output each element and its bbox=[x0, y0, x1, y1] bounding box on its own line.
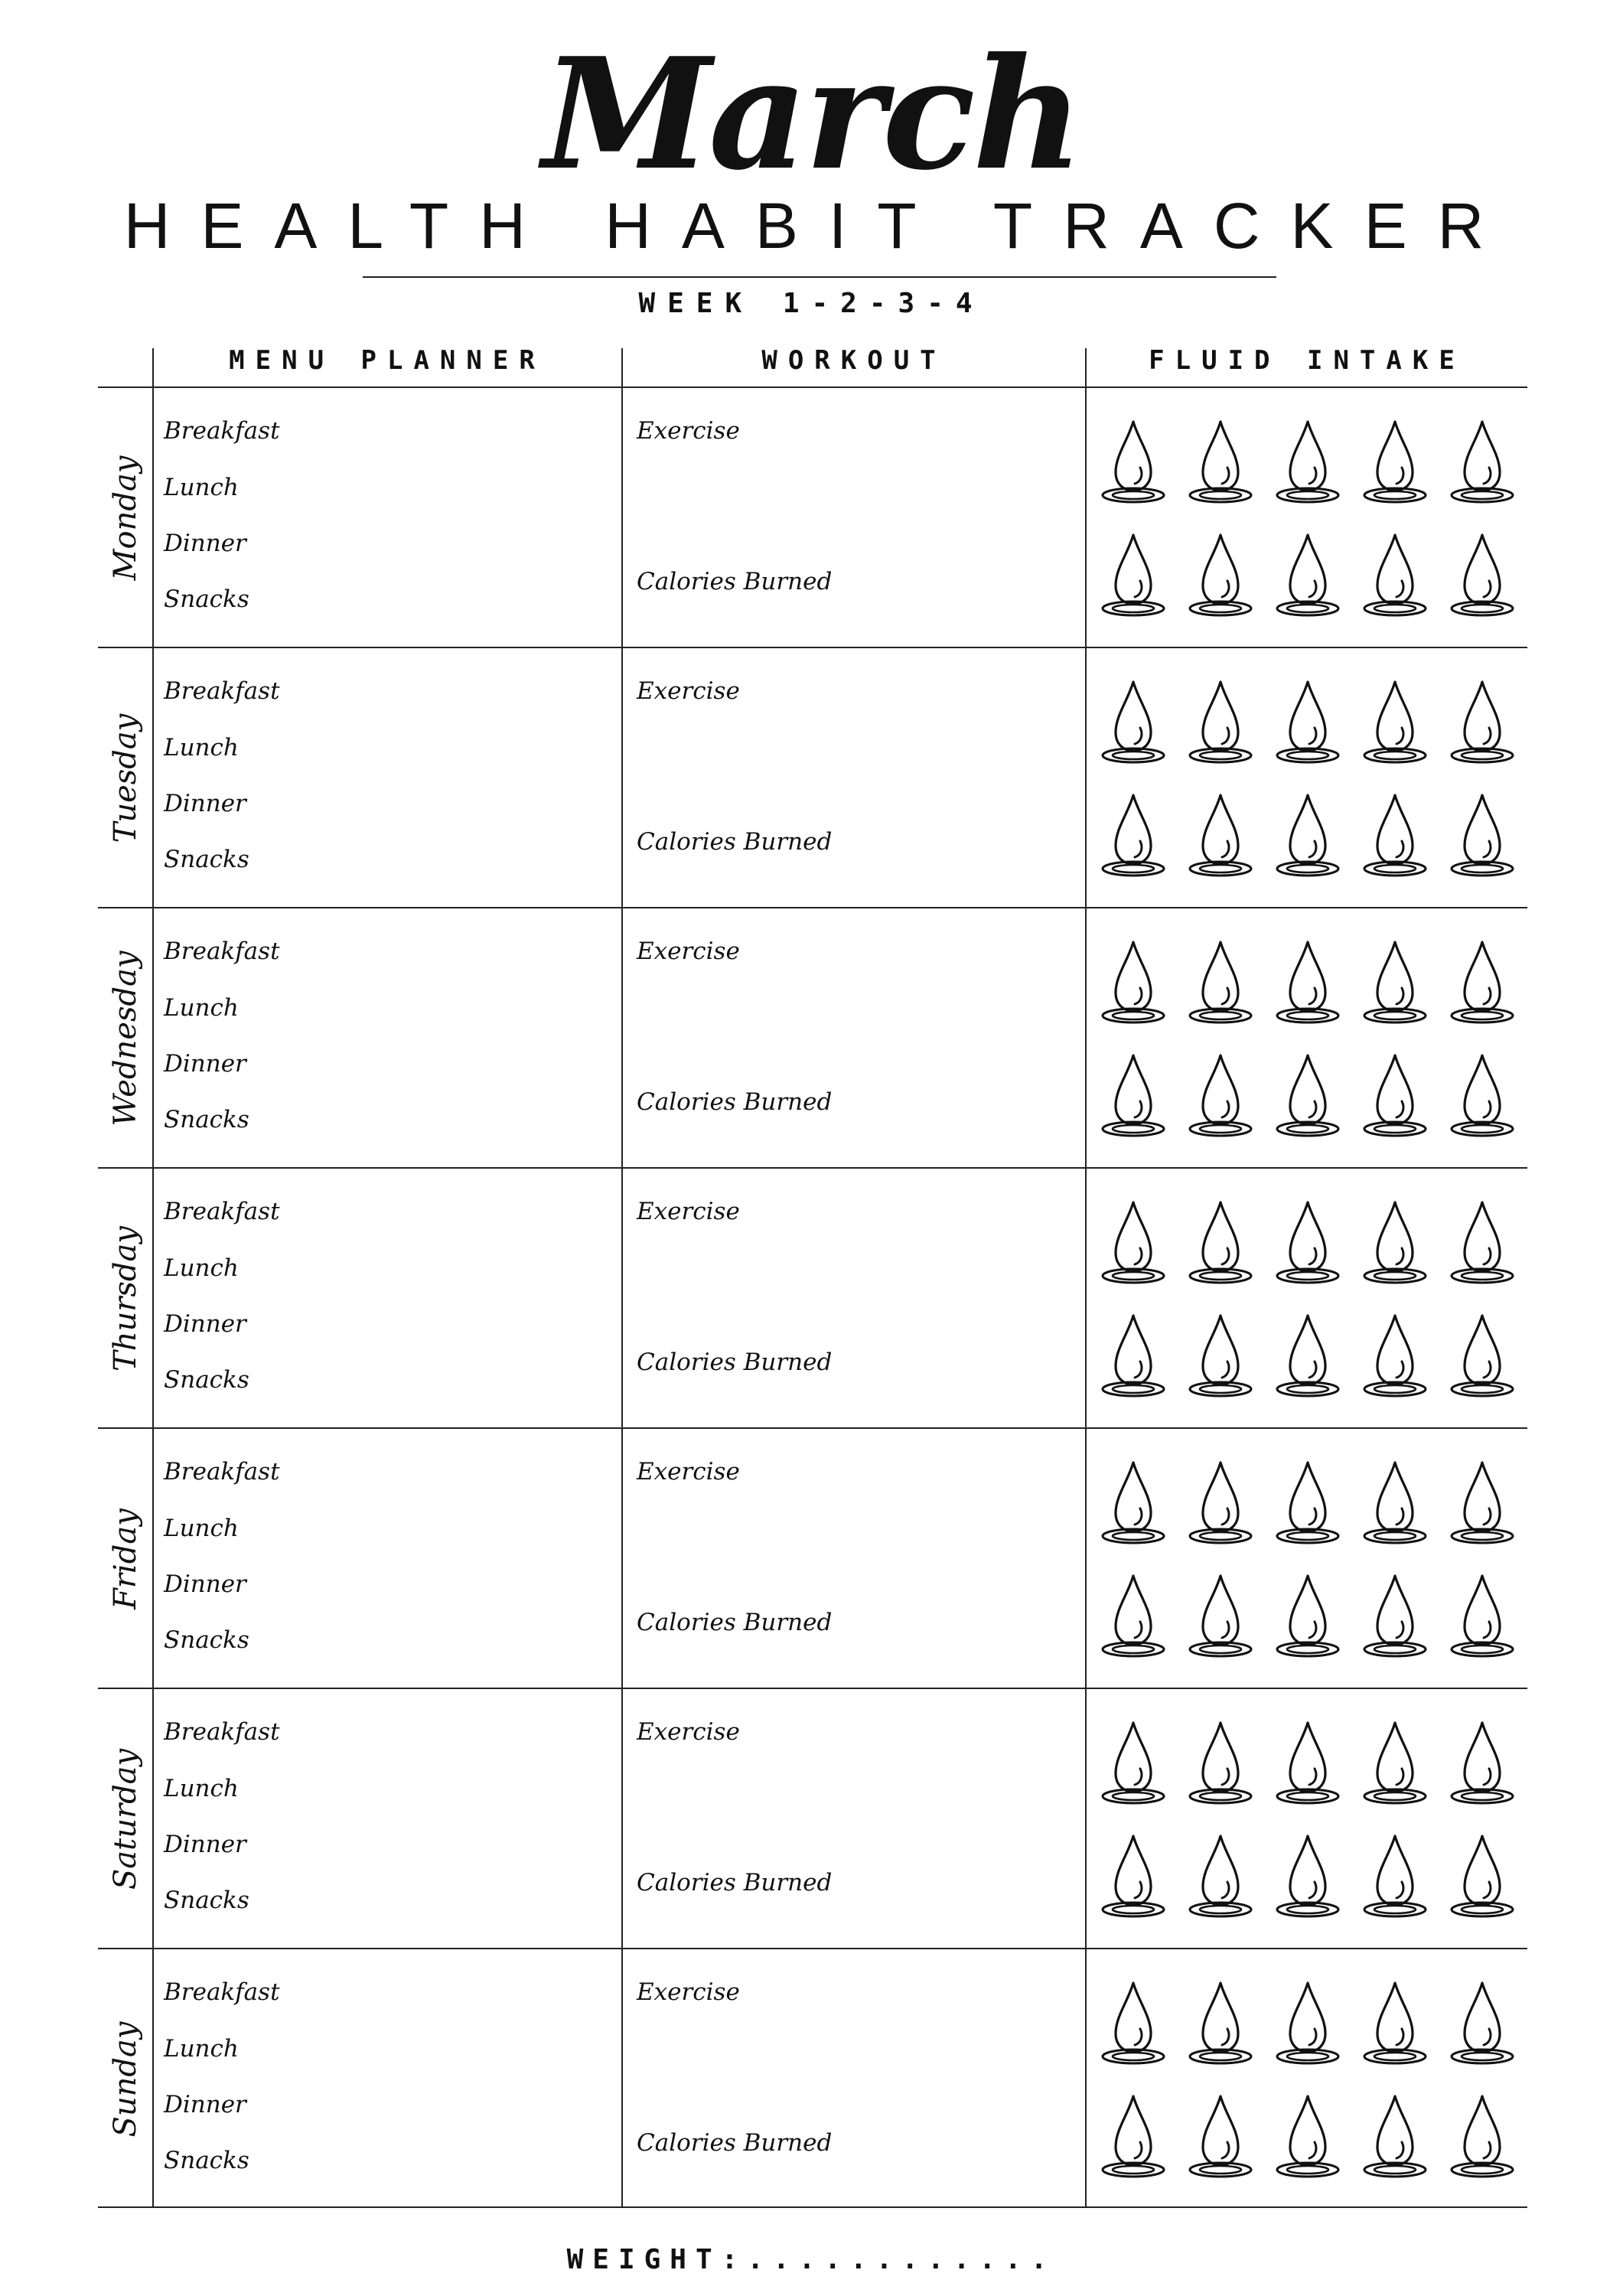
water-drop-icon[interactable] bbox=[1448, 1051, 1517, 1143]
water-drop-icon[interactable] bbox=[1361, 1718, 1429, 1810]
calories-burned-entry[interactable]: Calories Burned bbox=[637, 1088, 833, 1116]
water-drop-icon[interactable] bbox=[1273, 791, 1342, 882]
water-drop-icon[interactable] bbox=[1361, 1831, 1429, 1923]
day-label bbox=[98, 908, 153, 1169]
water-drop-icon[interactable] bbox=[1186, 2092, 1255, 2183]
water-drop-icon[interactable] bbox=[1273, 1051, 1342, 1143]
dinner-entry[interactable]: Dinner bbox=[164, 1310, 246, 1338]
water-drop-icon[interactable] bbox=[1099, 1978, 1168, 2070]
snacks-entry[interactable]: Snacks bbox=[164, 1366, 249, 1394]
water-drop-icon[interactable] bbox=[1273, 530, 1342, 622]
water-drop-icon[interactable] bbox=[1361, 1978, 1429, 2070]
fluid-intake-drops bbox=[1099, 417, 1527, 639]
day-name: Friday bbox=[108, 1508, 143, 1609]
water-drop-icon[interactable] bbox=[1448, 417, 1517, 509]
day-label bbox=[98, 1169, 153, 1429]
snacks-entry[interactable]: Snacks bbox=[164, 2147, 249, 2174]
fluid-intake-drops bbox=[1099, 1458, 1527, 1680]
water-drop-icon[interactable] bbox=[1448, 677, 1517, 769]
water-drop-icon[interactable] bbox=[1361, 938, 1429, 1029]
water-drop-icon[interactable] bbox=[1099, 530, 1168, 622]
water-drop-icon[interactable] bbox=[1361, 677, 1429, 769]
exercise-entry[interactable]: Exercise bbox=[637, 417, 740, 445]
water-drop-icon[interactable] bbox=[1186, 1571, 1255, 1663]
water-drop-icon[interactable] bbox=[1448, 530, 1517, 622]
water-drop-icon[interactable] bbox=[1099, 938, 1168, 1029]
dinner-entry[interactable]: Dinner bbox=[164, 2091, 246, 2118]
water-drop-icon[interactable] bbox=[1448, 938, 1517, 1029]
breakfast-entry[interactable]: Breakfast bbox=[164, 417, 280, 445]
fluid-intake-drops bbox=[1099, 1198, 1527, 1420]
water-drop-icon[interactable] bbox=[1273, 1198, 1342, 1290]
fluid-intake-drops bbox=[1099, 938, 1527, 1159]
calories-burned-entry[interactable]: Calories Burned bbox=[637, 1609, 833, 1636]
day-name: Monday bbox=[108, 455, 143, 581]
dinner-entry[interactable]: Dinner bbox=[164, 530, 246, 557]
calories-burned-entry[interactable]: Calories Burned bbox=[637, 1869, 833, 1896]
water-drop-icon[interactable] bbox=[1448, 791, 1517, 882]
day-name: Wednesday bbox=[108, 951, 143, 1127]
water-drop-icon[interactable] bbox=[1448, 1311, 1517, 1403]
breakfast-entry[interactable]: Breakfast bbox=[164, 938, 280, 965]
exercise-entry[interactable]: Exercise bbox=[637, 938, 740, 965]
fluid-intake-drops bbox=[1099, 677, 1527, 899]
lunch-entry[interactable]: Lunch bbox=[164, 994, 239, 1022]
water-drop-icon[interactable] bbox=[1186, 1198, 1255, 1290]
water-drop-icon[interactable] bbox=[1099, 791, 1168, 882]
day-row-sunday bbox=[98, 1949, 1527, 2210]
water-drop-icon[interactable] bbox=[1448, 2092, 1517, 2183]
calories-burned-entry[interactable]: Calories Burned bbox=[637, 828, 833, 856]
water-drop-icon[interactable] bbox=[1361, 2092, 1429, 2183]
page-title: HEALTH HABIT TRACKER bbox=[123, 190, 1515, 262]
day-label bbox=[98, 1949, 153, 2210]
lunch-entry[interactable]: Lunch bbox=[164, 1775, 239, 1802]
water-drop-icon[interactable] bbox=[1186, 417, 1255, 509]
water-drop-icon[interactable] bbox=[1099, 417, 1168, 509]
water-drop-icon[interactable] bbox=[1186, 1051, 1255, 1143]
breakfast-entry[interactable]: Breakfast bbox=[164, 1978, 280, 2006]
water-drop-icon[interactable] bbox=[1361, 791, 1429, 882]
day-row-monday bbox=[98, 388, 1527, 648]
water-drop-icon[interactable] bbox=[1099, 1458, 1168, 1550]
water-drop-icon[interactable] bbox=[1361, 1458, 1429, 1550]
day-row-tuesday bbox=[98, 648, 1527, 908]
water-drop-icon[interactable] bbox=[1099, 1718, 1168, 1810]
water-drop-icon[interactable] bbox=[1186, 1458, 1255, 1550]
water-drop-icon[interactable] bbox=[1186, 1978, 1255, 2070]
week-label: WEEK 1-2-3-4 bbox=[638, 288, 985, 319]
water-drop-icon[interactable] bbox=[1273, 1718, 1342, 1810]
day-row-thursday bbox=[98, 1169, 1527, 1429]
lunch-entry[interactable]: Lunch bbox=[164, 2035, 239, 2063]
snacks-entry[interactable]: Snacks bbox=[164, 1106, 249, 1133]
calories-burned-entry[interactable]: Calories Burned bbox=[637, 568, 833, 595]
day-row-wednesday bbox=[98, 908, 1527, 1169]
dinner-entry[interactable]: Dinner bbox=[164, 1570, 246, 1598]
water-drop-icon[interactable] bbox=[1099, 677, 1168, 769]
day-row-saturday bbox=[98, 1689, 1527, 1949]
exercise-entry[interactable]: Exercise bbox=[637, 677, 740, 705]
water-drop-icon[interactable] bbox=[1361, 417, 1429, 509]
water-drop-icon[interactable] bbox=[1273, 2092, 1342, 2183]
lunch-entry[interactable]: Lunch bbox=[164, 1254, 239, 1282]
menu-planner-header: MENU PLANNER bbox=[229, 345, 546, 376]
exercise-entry[interactable]: Exercise bbox=[637, 1458, 740, 1486]
water-drop-icon[interactable] bbox=[1273, 1978, 1342, 2070]
water-drop-icon[interactable] bbox=[1186, 1718, 1255, 1810]
breakfast-entry[interactable]: Breakfast bbox=[164, 677, 280, 705]
day-label bbox=[98, 648, 153, 908]
water-drop-icon[interactable] bbox=[1448, 1978, 1517, 2070]
breakfast-entry[interactable]: Breakfast bbox=[164, 1458, 280, 1486]
breakfast-entry[interactable]: Breakfast bbox=[164, 1198, 280, 1225]
water-drop-icon[interactable] bbox=[1448, 1458, 1517, 1550]
water-drop-icon[interactable] bbox=[1448, 1831, 1517, 1923]
snacks-entry[interactable]: Snacks bbox=[164, 1626, 249, 1654]
water-drop-icon[interactable] bbox=[1186, 530, 1255, 622]
water-drop-icon[interactable] bbox=[1273, 1571, 1342, 1663]
water-drop-icon[interactable] bbox=[1186, 938, 1255, 1029]
water-drop-icon[interactable] bbox=[1448, 1571, 1517, 1663]
calories-burned-entry[interactable]: Calories Burned bbox=[637, 2129, 833, 2157]
title-divider bbox=[363, 276, 1276, 278]
snacks-entry[interactable]: Snacks bbox=[164, 585, 249, 613]
page-title-month: March bbox=[542, 24, 1081, 204]
water-drop-icon[interactable] bbox=[1448, 1198, 1517, 1290]
water-drop-icon[interactable] bbox=[1273, 417, 1342, 509]
water-drop-icon[interactable] bbox=[1099, 1571, 1168, 1663]
water-drop-icon[interactable] bbox=[1099, 1198, 1168, 1290]
lunch-entry[interactable]: Lunch bbox=[164, 734, 239, 762]
water-drop-icon[interactable] bbox=[1361, 1571, 1429, 1663]
water-drop-icon[interactable] bbox=[1099, 1831, 1168, 1923]
dinner-entry[interactable]: Dinner bbox=[164, 1831, 246, 1858]
day-row-friday bbox=[98, 1429, 1527, 1689]
exercise-entry[interactable]: Exercise bbox=[637, 1978, 740, 2006]
water-drop-icon[interactable] bbox=[1361, 530, 1429, 622]
water-drop-icon[interactable] bbox=[1273, 938, 1342, 1029]
water-drop-icon[interactable] bbox=[1099, 2092, 1168, 2183]
day-label bbox=[98, 388, 153, 648]
dinner-entry[interactable]: Dinner bbox=[164, 790, 246, 817]
water-drop-icon[interactable] bbox=[1099, 1311, 1168, 1403]
exercise-entry[interactable]: Exercise bbox=[637, 1718, 740, 1746]
water-drop-icon[interactable] bbox=[1273, 677, 1342, 769]
lunch-entry[interactable]: Lunch bbox=[164, 474, 239, 501]
fluid-intake-drops bbox=[1099, 1718, 1527, 1940]
lunch-entry[interactable]: Lunch bbox=[164, 1515, 239, 1542]
water-drop-icon[interactable] bbox=[1273, 1311, 1342, 1403]
weight-field[interactable]: WEIGHT:............ bbox=[566, 2244, 1057, 2275]
fluid-intake-header: FLUID INTAKE bbox=[1149, 345, 1465, 376]
fluid-intake-drops bbox=[1099, 1978, 1527, 2200]
snacks-entry[interactable]: Snacks bbox=[164, 1887, 249, 1914]
workout-header: WORKOUT bbox=[761, 345, 947, 376]
day-label bbox=[98, 1689, 153, 1949]
day-name: Tuesday bbox=[108, 713, 143, 843]
day-name: Saturday bbox=[108, 1748, 143, 1890]
water-drop-icon[interactable] bbox=[1448, 1718, 1517, 1810]
water-drop-icon[interactable] bbox=[1186, 791, 1255, 882]
water-drop-icon[interactable] bbox=[1099, 1051, 1168, 1143]
day-name: Thursday bbox=[108, 1226, 143, 1371]
dinner-entry[interactable]: Dinner bbox=[164, 1050, 246, 1078]
breakfast-entry[interactable]: Breakfast bbox=[164, 1718, 280, 1746]
day-label bbox=[98, 1429, 153, 1689]
calories-burned-entry[interactable]: Calories Burned bbox=[637, 1349, 833, 1376]
snacks-entry[interactable]: Snacks bbox=[164, 846, 249, 873]
water-drop-icon[interactable] bbox=[1361, 1311, 1429, 1403]
water-drop-icon[interactable] bbox=[1186, 1311, 1255, 1403]
water-drop-icon[interactable] bbox=[1273, 1831, 1342, 1923]
water-drop-icon[interactable] bbox=[1186, 1831, 1255, 1923]
water-drop-icon[interactable] bbox=[1361, 1198, 1429, 1290]
day-name: Sunday bbox=[108, 2021, 143, 2138]
water-drop-icon[interactable] bbox=[1361, 1051, 1429, 1143]
exercise-entry[interactable]: Exercise bbox=[637, 1198, 740, 1225]
water-drop-icon[interactable] bbox=[1186, 677, 1255, 769]
water-drop-icon[interactable] bbox=[1273, 1458, 1342, 1550]
